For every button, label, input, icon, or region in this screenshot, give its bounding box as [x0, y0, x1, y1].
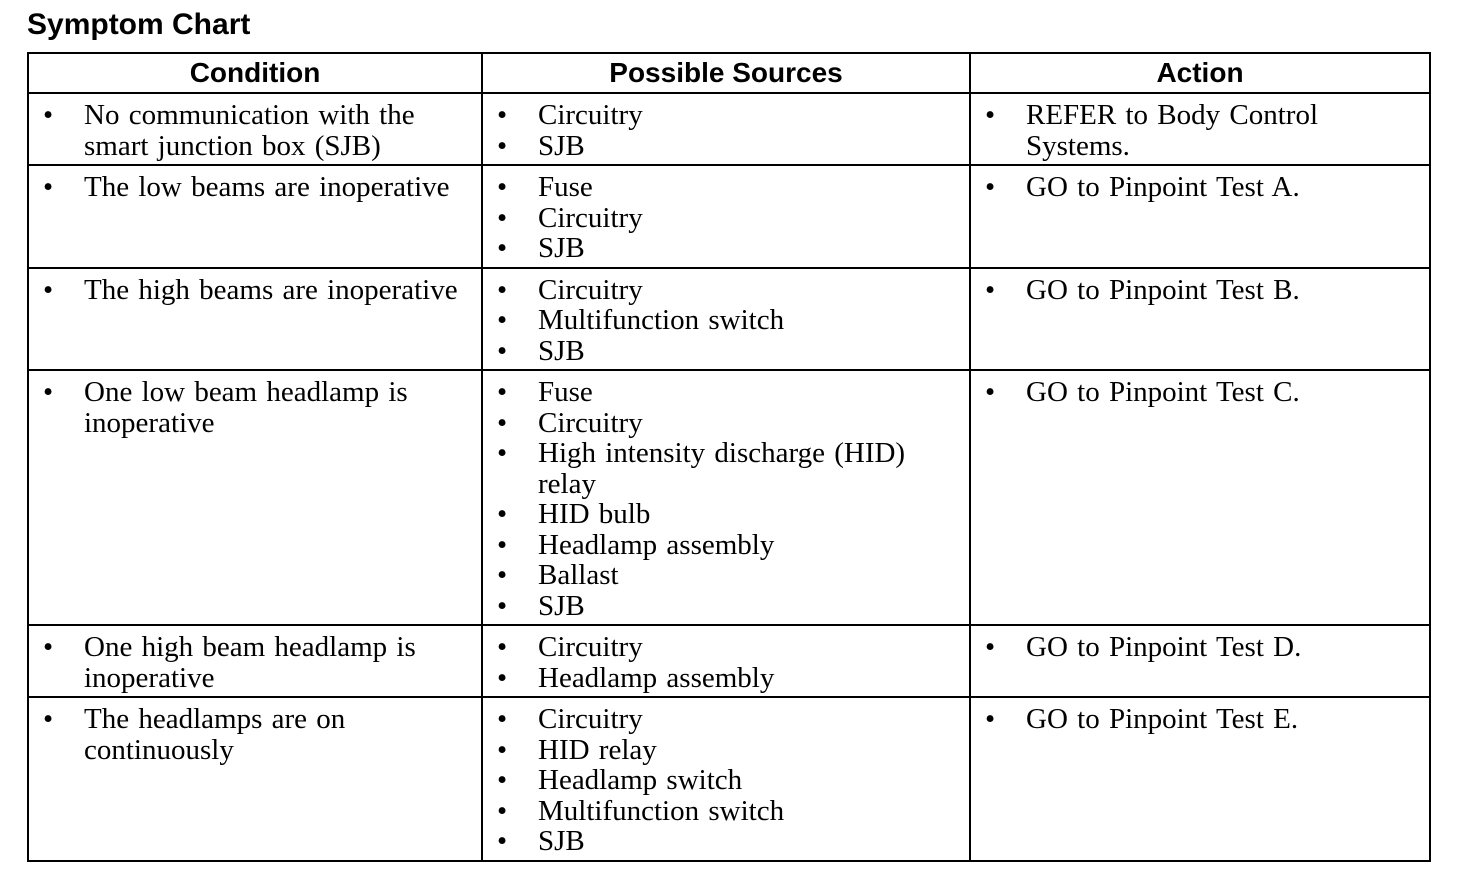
action-text: • GO to Pinpoint Test A.: [971, 172, 1429, 203]
source-item: • Headlamp assembly: [483, 530, 969, 561]
action-cell: [970, 370, 1430, 625]
table-row: [28, 93, 1430, 165]
source-item: • HID bulb: [483, 499, 969, 530]
condition-cell: [28, 268, 482, 371]
action-cell: [970, 697, 1430, 861]
action-cell: [970, 625, 1430, 697]
symptom-chart-table: [27, 52, 1431, 862]
table-row: [28, 268, 1430, 371]
source-item: • Fuse: [483, 377, 969, 408]
action-cell: [970, 268, 1430, 371]
condition-cell: [28, 697, 482, 861]
source-item: • Headlamp assembly: [483, 663, 969, 694]
sources-cell: [482, 165, 970, 268]
header-row: [28, 53, 1430, 93]
sources-cell: [482, 370, 970, 625]
source-item: • SJB: [483, 131, 969, 162]
source-item: • Circuitry: [483, 408, 969, 439]
source-item: • Circuitry: [483, 704, 969, 735]
source-item: • Circuitry: [483, 100, 969, 131]
source-item: • SJB: [483, 233, 969, 264]
sources-cell: [482, 268, 970, 371]
source-item: • Ballast: [483, 560, 969, 591]
table-row: [28, 370, 1430, 625]
action-text: • GO to Pinpoint Test B.: [971, 275, 1429, 306]
action-text: • GO to Pinpoint Test C.: [971, 377, 1429, 408]
action-text: • REFER to Body Control Systems.: [971, 100, 1429, 161]
source-item: • Circuitry: [483, 275, 969, 306]
table-row: [28, 697, 1430, 861]
action-cell: [970, 165, 1430, 268]
source-item: • SJB: [483, 336, 969, 367]
source-item: • SJB: [483, 826, 969, 857]
source-item: • HID relay: [483, 735, 969, 766]
header-possible-sources: Possible Sources: [482, 53, 970, 93]
sources-cell: [482, 93, 970, 165]
header-action: Action: [970, 53, 1430, 93]
condition-text: • No communication with the smart junction box (SJB): [29, 100, 481, 161]
condition-text: • One low beam headlamp is inoperative: [29, 377, 481, 438]
source-item: • SJB: [483, 591, 969, 622]
condition-text: • The low beams are inoperative: [29, 172, 481, 203]
source-item: • Headlamp switch: [483, 765, 969, 796]
source-item: • High intensity discharge (HID) relay: [483, 438, 969, 499]
header-condition: Condition: [28, 53, 482, 93]
source-item: • Multifunction switch: [483, 305, 969, 336]
condition-cell: [28, 93, 482, 165]
page-title: Symptom Chart: [27, 8, 251, 41]
sources-cell: [482, 697, 970, 861]
table-row: [28, 165, 1430, 268]
condition-text: • One high beam headlamp is inoperative: [29, 632, 481, 693]
source-item: • Multifunction switch: [483, 796, 969, 827]
source-item: • Circuitry: [483, 632, 969, 663]
source-item: • Circuitry: [483, 203, 969, 234]
action-text: • GO to Pinpoint Test D.: [971, 632, 1429, 663]
condition-text: • The headlamps are on continuously: [29, 704, 481, 765]
condition-cell: [28, 625, 482, 697]
condition-cell: [28, 370, 482, 625]
condition-cell: [28, 165, 482, 268]
condition-text: • The high beams are inoperative: [29, 275, 481, 306]
source-item: • Fuse: [483, 172, 969, 203]
action-text: • GO to Pinpoint Test E.: [971, 704, 1429, 735]
sources-cell: [482, 625, 970, 697]
action-cell: [970, 93, 1430, 165]
table-row: [28, 625, 1430, 697]
